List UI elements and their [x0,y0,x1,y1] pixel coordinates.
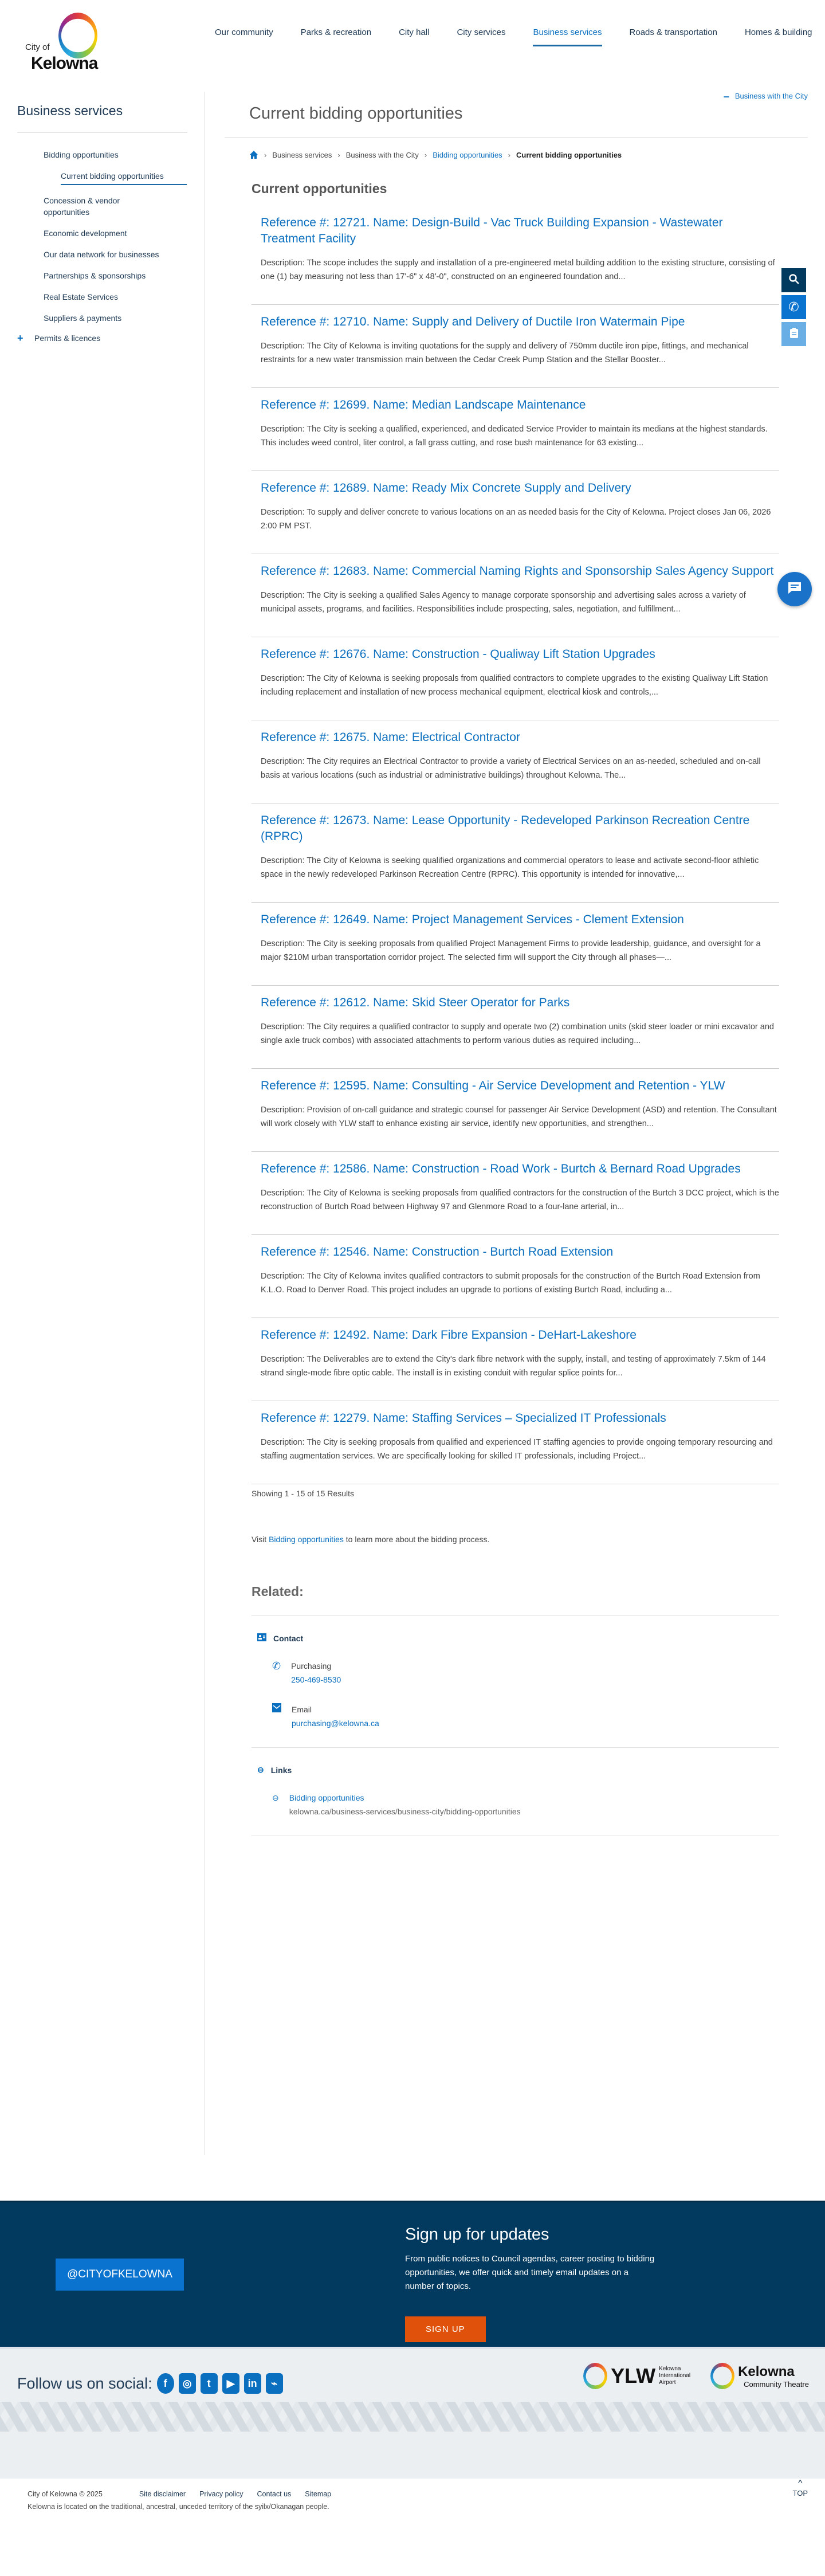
main-nav [215,28,825,46]
sidebar-item-data-network[interactable]: Our data network for businesses [44,250,159,259]
opportunity-title-link[interactable]: Reference #: 12595. Name: Consulting - Air Service Development and Retention - YLW [261,1079,725,1092]
opportunity-title-link[interactable]: Reference #: 12710. Name: Supply and Delivery of Ductile Iron Watermain Pipe [261,315,685,328]
bidding-link[interactable]: Bidding opportunities [269,1535,344,1544]
sidebar-item-economic[interactable]: Economic development [44,229,127,238]
footer-link-privacy[interactable]: Privacy policy [199,2490,243,2498]
search-button[interactable] [781,268,806,292]
related-link-url: kelowna.ca/business-services/business-city/bidding-opportunities [289,1807,521,1816]
opportunity-description: Description: The City of Kelowna is inviting quotations for the supply and delivery of 750mm ductile iron pipe, fittings, and mechanical restraints for a new water transmission main between the Cedar Creek Pump Station and the Stellar Booster... [261,342,749,364]
opportunity-title-link[interactable]: Reference #: 12649. Name: Project Management Services - Clement Extension [261,913,684,926]
chevron-up-icon: ^ [798,2479,803,2488]
opportunity-description: Description: The City of Kelowna is seeking qualified organizations and commercial operators to lease and activate second-floor athletic space in the newly redeveloped Parkinson Recreation Centre (RPRC). This opportunity is intended for innovative,... [261,856,759,879]
opportunity-item [252,305,779,388]
phone-icon: ✆ [788,300,799,314]
chat-button[interactable] [777,572,812,606]
opportunity-title-link[interactable]: Reference #: 12676. Name: Construction - Qualiway Lift Station Upgrades [261,648,655,661]
results-count: Showing 1 - 15 of 15 Results [252,1489,354,1498]
signup-banner [0,2201,825,2347]
opportunity-description: Description: The City is seeking a qualified, experienced, and dedicated Service Provider to maintain its medians at the highest standards. This includes weed control, liter control, a fall grass cutting, and rose bush maintenance for 63 existing... [261,425,768,448]
main-content [205,92,825,2155]
theatre-ring-icon [710,2363,734,2389]
opportunity-item [252,1401,779,1484]
opportunity-description: Description: To supply and deliver concrete to various locations on an as needed basis for the City of Kelowna. Project closes Jan 06, 2026 2:00 PM PST. [261,508,771,531]
clipboard-button[interactable] [781,322,806,346]
collapse-icon[interactable]: – [723,91,729,102]
opportunity-title-link[interactable]: Reference #: 12673. Name: Lease Opportunity - Redeveloped Parkinson Recreation Centre (RPRC) [261,814,750,843]
visit-pre: Visit [252,1535,267,1544]
sidebar-section-label[interactable]: Permits & licences [34,334,101,343]
chevron-right-icon: › [508,150,511,159]
search-icon [788,273,800,288]
contact-block [252,1616,779,1748]
logo-text-top: City of [25,42,50,52]
sidebar-item-bidding[interactable]: Bidding opportunities [44,150,119,159]
phone-button[interactable] [781,295,806,319]
nav-city-services[interactable]: City services [457,28,506,37]
sidebar-section-label[interactable]: Business with the City [734,92,808,100]
phone-link[interactable]: 250-469-8530 [291,1675,341,1684]
opportunity-description: Description: The City of Kelowna is seeking proposals from qualified contractors for the construction of the Burtch 3 DCC project, which is the reconstruction of Burtch Road between Highway 97 and Glenmore Road to a four-lane arterial, in... [261,1189,779,1211]
footer-link-contact[interactable]: Contact us [257,2490,292,2498]
sidebar-item-partnerships[interactable]: Partnerships & sponsorships [44,271,146,280]
chevron-right-icon: › [337,150,340,159]
land-acknowledgement: Kelowna is located on the traditional, ancestral, unceded territory of the syilx/Okanagan people. [28,2503,329,2511]
ylw-text: YLW [611,2364,656,2387]
nav-roads-transportation[interactable]: Roads & transportation [629,28,717,37]
sidebar-item-concession[interactable]: Concession & vendor opportunities [44,196,120,217]
opportunity-item [252,720,779,803]
ylw-ring-icon [583,2363,607,2389]
visit-text [252,1535,779,1544]
footer-link-sitemap[interactable]: Sitemap [305,2490,332,2498]
email-link[interactable]: purchasing@kelowna.ca [292,1719,379,1728]
follow-label: Follow us on social: [17,2374,152,2392]
opportunity-item [252,388,779,471]
sidebar-title: Business services [17,92,187,133]
opportunity-item [252,471,779,554]
link-icon: ⊖ [272,1793,279,1802]
social-bar [0,2347,825,2479]
nav-our-community[interactable]: Our community [215,28,273,37]
city-logo[interactable] [24,13,104,73]
opportunity-title-link[interactable]: Reference #: 12675. Name: Electrical Contractor [261,731,520,744]
chevron-right-icon: › [424,150,427,159]
opportunity-description: Description: The City requires an Electrical Contractor to provide a variety of Electrical Services on an as-needed, scheduled and on-call basis at various locations (such as industrial or administrative buildings) throughout Kelowna. The... [261,757,761,780]
opportunity-title-link[interactable]: Reference #: 12492. Name: Dark Fibre Expansion - DeHart-Lakeshore [261,1328,637,1342]
related-title: Related: [252,1584,779,1616]
email-icon [272,1703,281,1730]
section-title: Current opportunities [252,181,387,196]
opportunity-description: Description: The scope includes the supply and installation of a pre-engineered metal building addition to the existing structure, consisting of one (1) bay measuring not less than 17'-6" x 48'-0", constructed on an engineered foundation and... [261,258,775,281]
footer [0,2479,825,2576]
facebook-icon[interactable]: f [157,2373,174,2394]
signup-text: From public notices to Council agendas, career posting to bidding opportunities, we offer quick and timely email updates on a number of topics. [405,2254,655,2291]
copyright: City of Kelowna © 2025 [28,2490,103,2498]
opportunity-item [252,1069,779,1152]
sidebar-item-suppliers[interactable]: Suppliers & payments [44,313,122,323]
opportunity-description: Description: The City requires a qualified contractor to supply and operate two (2) combination units (skid steer loader or mini excavator and single axle truck combos) with associated attachments to perform various duties as required including... [261,1022,774,1045]
twitter-icon[interactable]: t [201,2373,218,2394]
community-theatre-logo[interactable] [710,2363,809,2389]
opportunity-title-link[interactable]: Reference #: 12586. Name: Construction - Road Work - Burtch & Bernard Road Upgrades [261,1162,741,1175]
opportunity-item [252,986,779,1069]
ylw-airport-logo[interactable] [583,2363,696,2389]
signup-button[interactable]: SIGN UP [405,2316,486,2342]
opportunity-title-link[interactable]: Reference #: 12683. Name: Commercial Naming Rights and Sponsorship Sales Agency Support [261,564,774,578]
opportunity-list [252,206,779,1484]
rss-icon[interactable]: ⌁ [266,2373,283,2394]
related-link[interactable]: Bidding opportunities [289,1793,364,1802]
opportunity-description: Description: The City is seeking proposals from qualified Project Management Firms to provide leadership, guidance, and oversight for a major $210M urban transportation corridor project. The selected firm will support the City through all phases—... [261,939,761,962]
opportunity-item [252,637,779,720]
footer-link-disclaimer[interactable]: Site disclaimer [139,2490,186,2498]
nav-homes-building[interactable]: Homes & building [744,28,812,37]
contact-heading: Contact [273,1633,304,1643]
clipboard-icon [789,327,799,342]
nav-business-services[interactable]: Business services [533,28,602,46]
nav-parks-recreation[interactable]: Parks & recreation [300,28,372,37]
visit-post: to learn more about the bidding process. [345,1535,490,1544]
opportunity-title-link[interactable]: Reference #: 12279. Name: Staffing Services – Specialized IT Professionals [261,1411,666,1425]
signup-title: Sign up for updates [405,2225,549,2244]
links-heading: Links [270,1765,292,1775]
sidebar-item-current-bidding[interactable]: Current bidding opportunities [61,170,187,185]
ylw-subtext: Kelowna International Airport [659,2366,691,2386]
youtube-icon[interactable]: ▶ [222,2373,239,2394]
opportunity-item [252,903,779,986]
decorative-pattern [0,2402,825,2432]
email-label: Email [292,1705,312,1714]
opportunity-item [252,1152,779,1235]
home-icon[interactable] [249,150,258,159]
breadcrumb-current: Current bidding opportunities [516,150,622,159]
opportunity-item [252,1235,779,1318]
page-title: Current bidding opportunities [225,92,808,138]
opportunity-description: Description: The Deliverables are to extend the City's dark fibre network with the supply, install, and testing of approximately 7.5km of 144 strand single-mode fibre optic cable. The install is in existing conduit with regular splice points for... [261,1355,766,1378]
phone-icon: ✆ [272,1660,281,1672]
link-icon: ⊖ [257,1765,264,1774]
opportunity-description: Description: The City of Kelowna is seeking proposals from qualified contractors to complete upgrades to the existing Qualiway Lift Station including replacement and installation of new process mechanical equipment, electrical kiosk and controls,... [261,674,768,697]
theatre-text: Kelowna [738,2363,795,2379]
opportunity-item [252,206,779,305]
site-header [0,0,825,92]
opportunity-description: Description: The City is seeking proposals from qualified and experienced IT staffing agencies to provide ongoing temporary resourcing and staffing augmentation services. We are specifically looking for skilled IT professionals, including Project... [261,1438,773,1461]
sidebar-item-real-estate[interactable]: Real Estate Services [44,292,118,301]
links-block [252,1748,779,1836]
opportunity-title-link[interactable]: Reference #: 12699. Name: Median Landscape Maintenance [261,398,586,411]
opportunity-title-link[interactable]: Reference #: 12612. Name: Skid Steer Operator for Parks [261,996,570,1009]
opportunity-description: Description: The City of Kelowna invites qualified contractors to submit proposals for the construction of the Burtch Road Extension from K.L.O. Road to Denver Road. This project includes an upgrade to portions of existing Burtch Road, including a... [261,1272,760,1295]
breadcrumb-business-city[interactable]: Business with the City [345,150,419,159]
linkedin-icon[interactable]: in [244,2373,261,2394]
opportunity-item [252,554,779,637]
chevron-right-icon: › [264,150,267,159]
nav-city-hall[interactable]: City hall [399,28,430,37]
theatre-subtext: Community Theatre [744,2379,809,2389]
floating-tools [781,268,806,346]
logo-ring-icon [58,13,97,58]
contact-card-icon [257,1633,266,1643]
opportunity-description: Description: The City is seeking a qualified Sales Agency to manage corporate sponsorship and advertising sales across a variety of municipal assets, programs, and facilities. Responsibilities include prospecting, sales, negotiation, and fulfillment... [261,591,746,614]
sidebar-section-permits[interactable] [17,334,187,343]
social-handle-link[interactable]: @CITYOFKELOWNA [56,2259,184,2291]
opportunity-description: Description: Provision of on-call guidance and strategic counsel for passenger Air Service Development (ASD) and retention. The Consultant will work closely with YLW staff to enhance existing air service, identify new opportunities, and strengthen... [261,1105,777,1128]
logo-text-main: Kelowna [31,54,98,73]
expand-icon[interactable]: + [17,332,23,344]
top-label: TOP [792,2489,808,2497]
breadcrumb [225,138,808,159]
opportunity-title-link[interactable]: Reference #: 12721. Name: Design-Build - Vac Truck Building Expansion - Wastewater Treatment Facility [261,216,723,245]
breadcrumb-bidding[interactable]: Bidding opportunities [433,150,502,159]
opportunity-item [252,1318,779,1401]
back-to-top-button[interactable] [793,2479,808,2497]
breadcrumb-business-services[interactable]: Business services [272,150,332,159]
opportunity-title-link[interactable]: Reference #: 12546. Name: Construction - Burtch Road Extension [261,1245,614,1258]
phone-label: Purchasing [291,1661,332,1671]
opportunity-title-link[interactable]: Reference #: 12689. Name: Ready Mix Concrete Supply and Delivery [261,481,631,495]
chat-icon [787,581,802,598]
opportunity-item [252,803,779,903]
instagram-icon[interactable]: ◎ [179,2373,196,2394]
